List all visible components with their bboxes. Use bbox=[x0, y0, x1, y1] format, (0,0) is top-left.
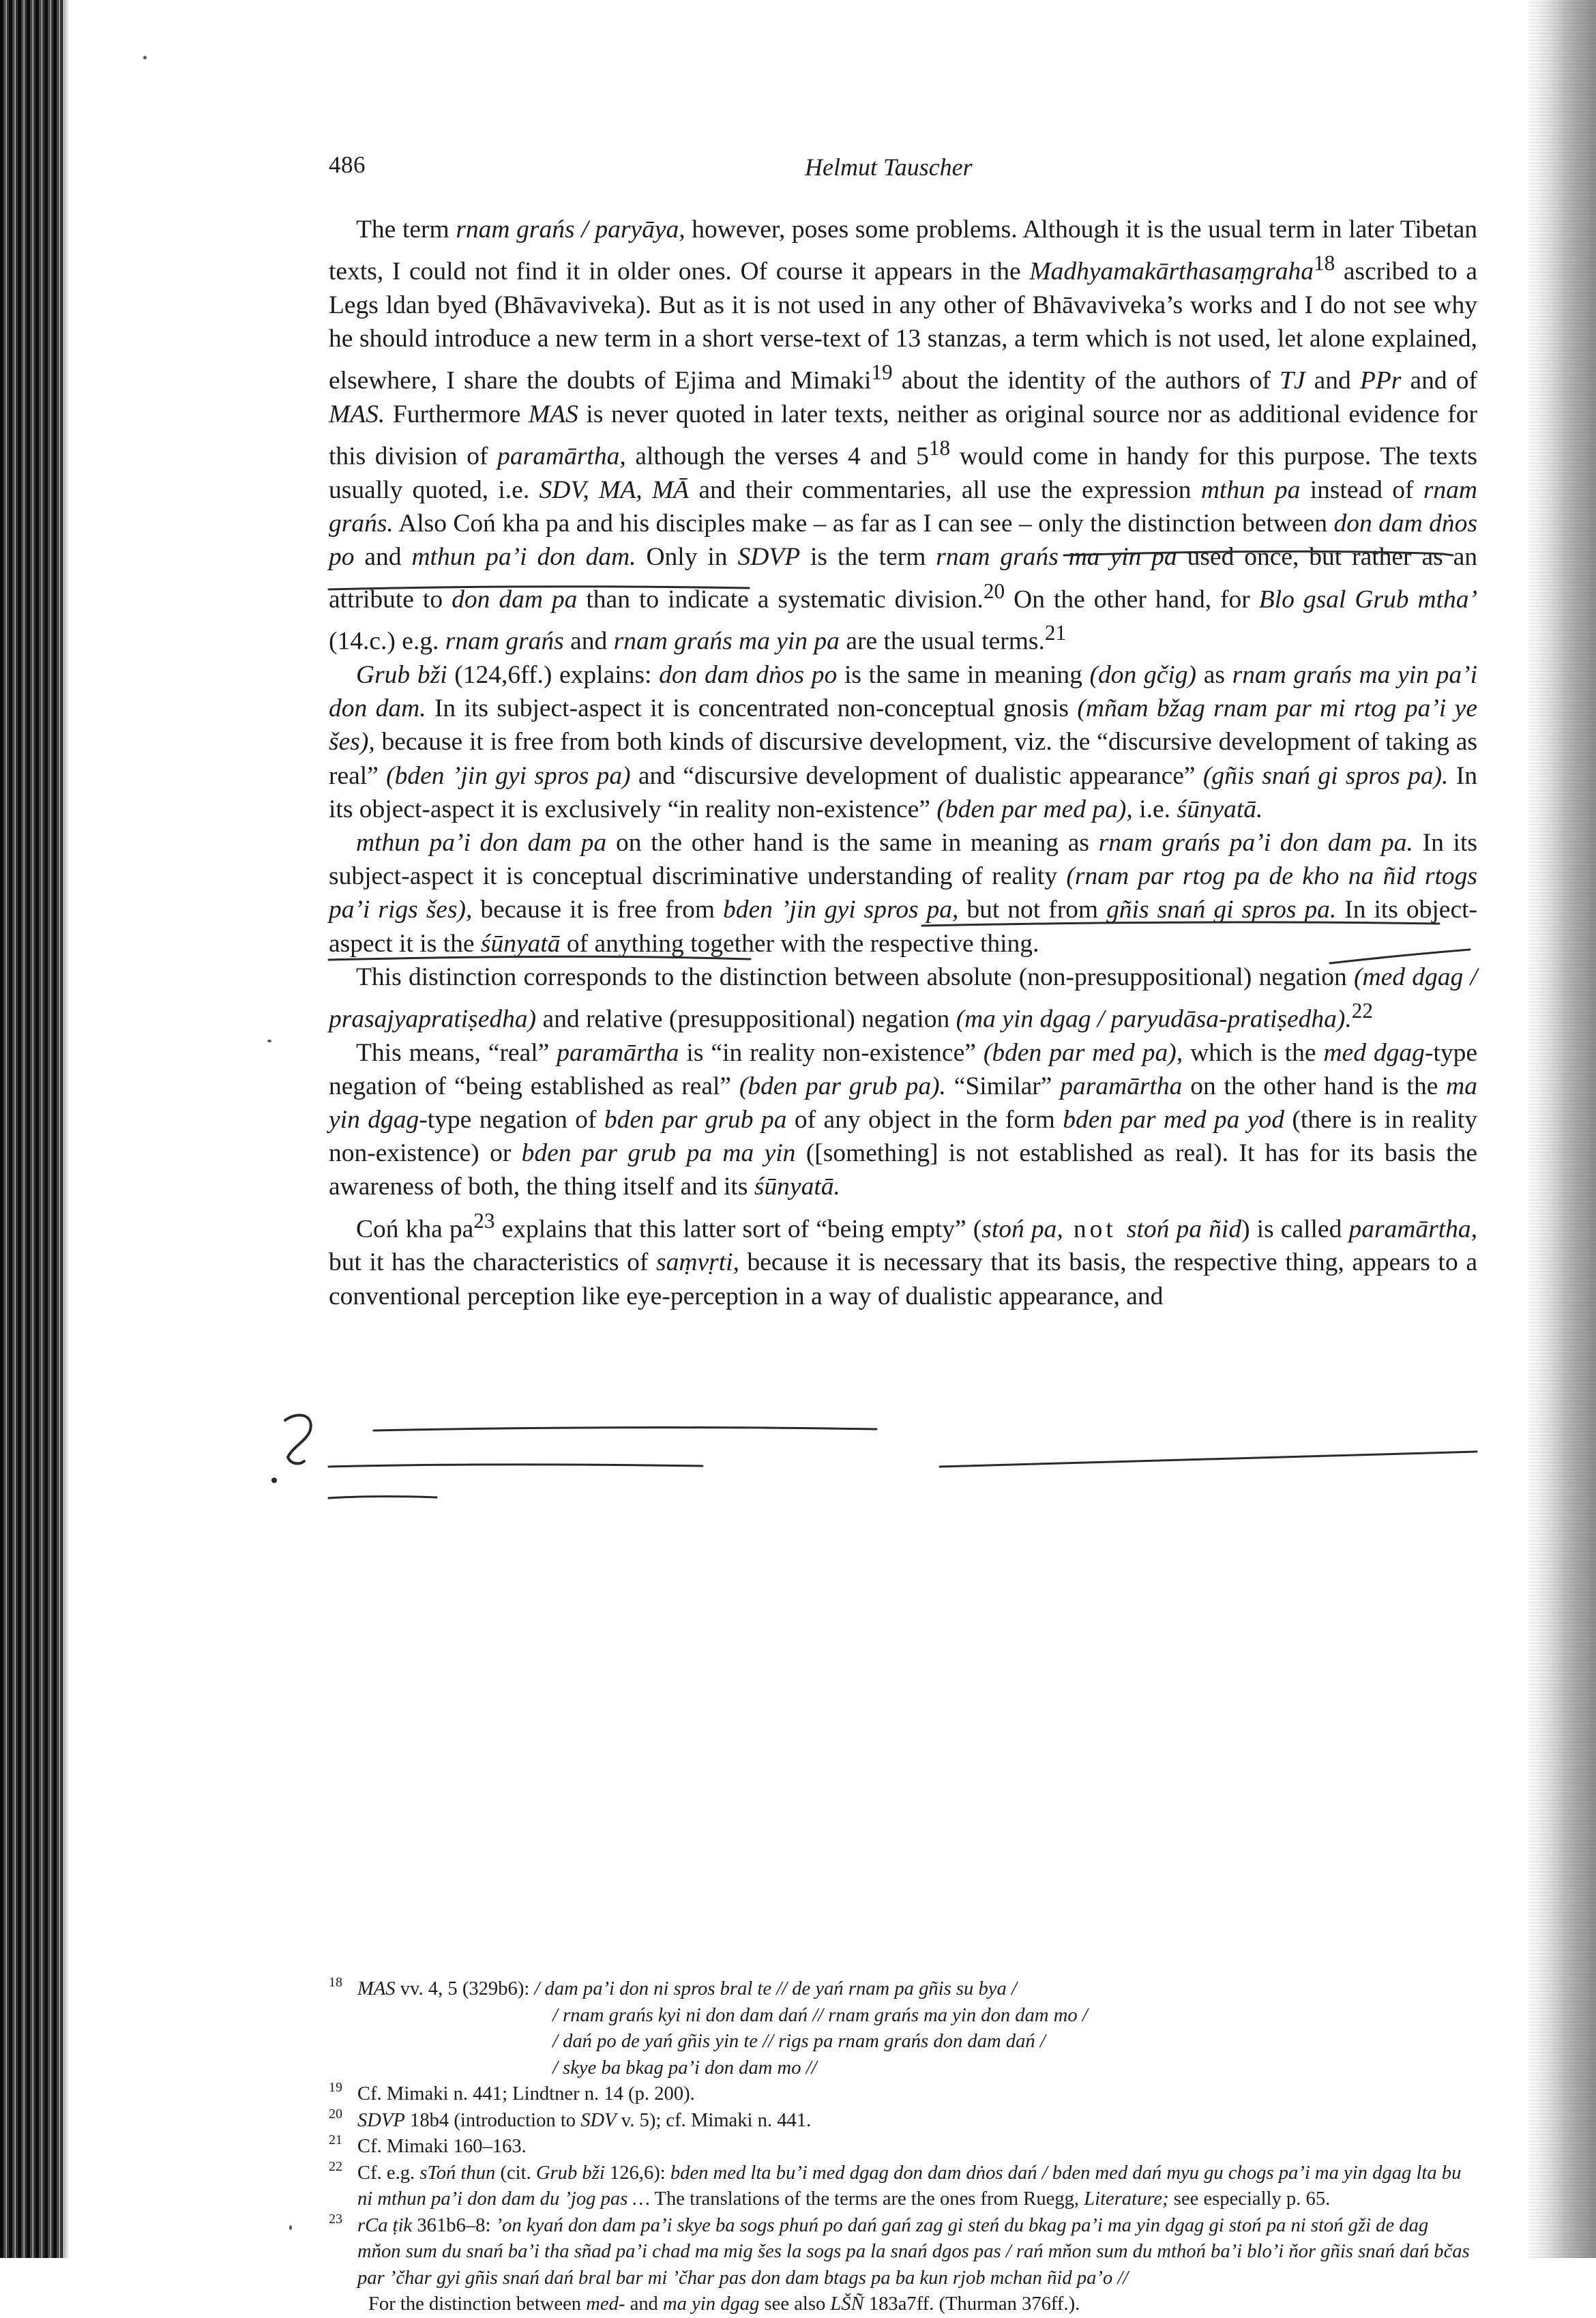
paragraph-1: The term rnam grańs / paryāya, however, poses some problems. Although it is the usual term in later Tibetan texts, I could not find it in older ones. Of course it appears in the Madhyamakārthasaṃgraha$^{18}$ ascribed to a Legs ldan byed (Bhāvaviveka). But as it is not used in any other of Bhāvaviveka’s works and I do not see why he should introduce a new term in a short verse-text of 13 stanzas, a term which is not used, let alone explained, elsewhere, I share the doubts of Ejima and Mimaki$^{19}$ about the identity of the authors of TJ and PPr and of MAS. Furthermore MAS is never quoted in later texts, neither as original source nor as additional evidence for this division of paramārtha, although the verses 4 and $5^{18}$ would come in handy for this purpose. The texts usually quoted, i.e. SDV, MA, MĀ and their commentaries, all use the expression mthun pa instead of rnam grańs. Also Coń kha pa and his disciples make – as far as I can see – only the distinction between don dam dṅos po and mthun pa’i don dam. Only in SDVP is the term rnam grańs ma yin pa used once, but rather as an attribute to don dam pa than to indicate a systematic division.$^{20}$ On the other hand, for Blo gsal Grub mtha’ (14.c.) e.g. rnam grańs and rnam grańs ma yin pa are the usual terms.$^{21}$ bbox=[329, 216, 1477, 656]
footnote-18: 18 MAS vv. 4, 5 (329b6): / dam pa’i don ni spros bral te // de yań rnam pa gñis su bya / bbox=[329, 1975, 1017, 1999]
paragraph-4: This distinction corresponds to the distinction between absolute (non-presuppositional) negation (med dgag / prasajyapratiṣedha) and relative (presuppositional) negation (ma yin dgag / paryudāsa-pratiṣedha).$^{22}$ bbox=[329, 963, 1477, 1033]
footnote-ref: 21 bbox=[1044, 621, 1067, 645]
footnote-20: 20 SDVP 18b4 (introduction to SDV v. 5); cf. Mimaki n. 441. bbox=[329, 2106, 812, 2131]
footnote-ref: 22 bbox=[1351, 998, 1374, 1023]
footnote-22: 22 Cf. e.g. sToń thun (cit. Grub bži 126,6): bden med lta bu’i med dgag don dam dṅos dań / bden med dań myu gu chogs pa’i ma yin dgag lta bu ni mthun pa’i don dam du ’jog pas … The translations of the terms are the ones from Ruegg, Literature; see especially p. 65. bbox=[329, 2158, 1462, 2210]
scan-speck bbox=[289, 2225, 292, 2230]
scan-binding-shadow-left bbox=[0, 0, 63, 2258]
footnote-ref: 23 bbox=[473, 1208, 495, 1233]
running-head: Helmut Tauscher bbox=[805, 153, 973, 181]
pen-underline bbox=[329, 1465, 703, 1467]
footnote-23-continuation: For the distinction between med- and ma yin dgag see also LŠÑ 183a7ff. (Thurman 376ff.). bbox=[368, 2293, 1080, 2315]
footnote-23: 23 rCa ṭik 361b6–8: ’on kyań don dam pa’i skye ba sogs phuń po dań gań zag gi steń du bkag pa’i ma yin dgag gi stoń pa ni stoń gži de dag mňon sum du snań ba’i tha sñad pa’i chad ma mig šes la sogs pa la snań dgos pas / rań mňon sum du mthoń ba’i blo’i ňor gñis snań dań bčas par ’čhar gyi gñis snań dań bral bar mi ’čhar pas don dam btags pa ba kun rjob mchan ñid pa’o // bbox=[329, 2211, 1470, 2289]
footnote-18-verse: / rnam grańs kyi ni don dam dań // rnam grańs ma yin don dam mo / bbox=[552, 2004, 1088, 2026]
main-text bbox=[329, 213, 1477, 1313]
pen-underline bbox=[374, 1428, 876, 1431]
pen-dot bbox=[271, 1478, 277, 1483]
footnotes bbox=[329, 1976, 1475, 2318]
paragraph-5: This means, “real” paramārtha is “in reality non-existence” (bden par med pa), which is the med dgag-type negation of “being established as real” (bden par grub pa). “Similar” paramārtha on the other hand is the ma yin dgag-type negation of bden par grub pa of any object in the form bden par med pa yod (there is in reality non-existence) or bden par grub pa ma yin ([something] is not established as real). It has for its basis the awareness of both, the thing itself and its śūnyatā. bbox=[329, 1038, 1477, 1201]
footnote-ref: 18 bbox=[928, 436, 951, 460]
page-number[interactable]: 486 bbox=[329, 151, 366, 178]
footnote-18-verse: / skye ba bkag pa’i don dam mo // bbox=[552, 2057, 817, 2079]
paragraph-2: Grub bži (124,6ff.) explains: don dam dṅos po is the same in meaning (don gčig) as rnam grańs ma yin pa’i don dam. In its subject-aspect it is concentrated non-conceptual gnosis (mñam bžag rnam par mi rtog pa’i ye šes), because it is free from both kinds of discursive development, viz. the “discursive development of taking as real” (bden ’jin gyi spros pa) and “discursive development of dualistic appearance” (gñis snań gi spros pa). In its object-aspect it is exclusively “in reality non-existence” (bden par med pa), i.e. śūnyatā. bbox=[329, 660, 1478, 823]
pen-underline bbox=[329, 1497, 437, 1498]
footnote-18-verse: / dań po de yań gñis yin te // rigs pa rnam grańs don dam dań / bbox=[552, 2031, 1046, 2052]
scan-speck bbox=[143, 56, 147, 59]
pen-underline bbox=[940, 1452, 1477, 1467]
pen-question-mark bbox=[285, 1415, 311, 1463]
paragraph-6: Coń kha $pa^{23}$ explains that this latter sort of “being empty” (stoń pa, not stoń pa ñid) is called paramārtha, but it has the characteristics of saṃvṛti, because it is necessary that its basis, the respective thing, appears to a conventional perception like eye-perception in a way of dualistic appearance, and bbox=[329, 1208, 1477, 1310]
scan-page-edge-right bbox=[1528, 0, 1596, 2258]
scan-speck bbox=[267, 1040, 271, 1042]
footnote-ref: 18 bbox=[1313, 251, 1335, 276]
paragraph-3: mthun pa’i don dam pa on the other hand is the same in meaning as rnam grańs pa’i don dam pa. In its subject-aspect it is conceptual discriminative understanding of reality (rnam par rtog pa de kho na ñid rtogs pa’i rigs šes), because it is free from bden ’jin gyi spros pa, but not from gñis snań gi spros pa. In its object-aspect it is the śūnyatā of anything together with the respective thing. bbox=[329, 828, 1477, 958]
footnote-21: 21 Cf. Mimaki 160–163. bbox=[329, 2132, 527, 2157]
footnote-19: 19 Cf. Mimaki n. 441; Lindtner n. 14 (p. 200). bbox=[329, 2080, 695, 2104]
footnote-ref: 19 bbox=[871, 360, 893, 385]
footnote-ref: 20 bbox=[983, 578, 1005, 603]
